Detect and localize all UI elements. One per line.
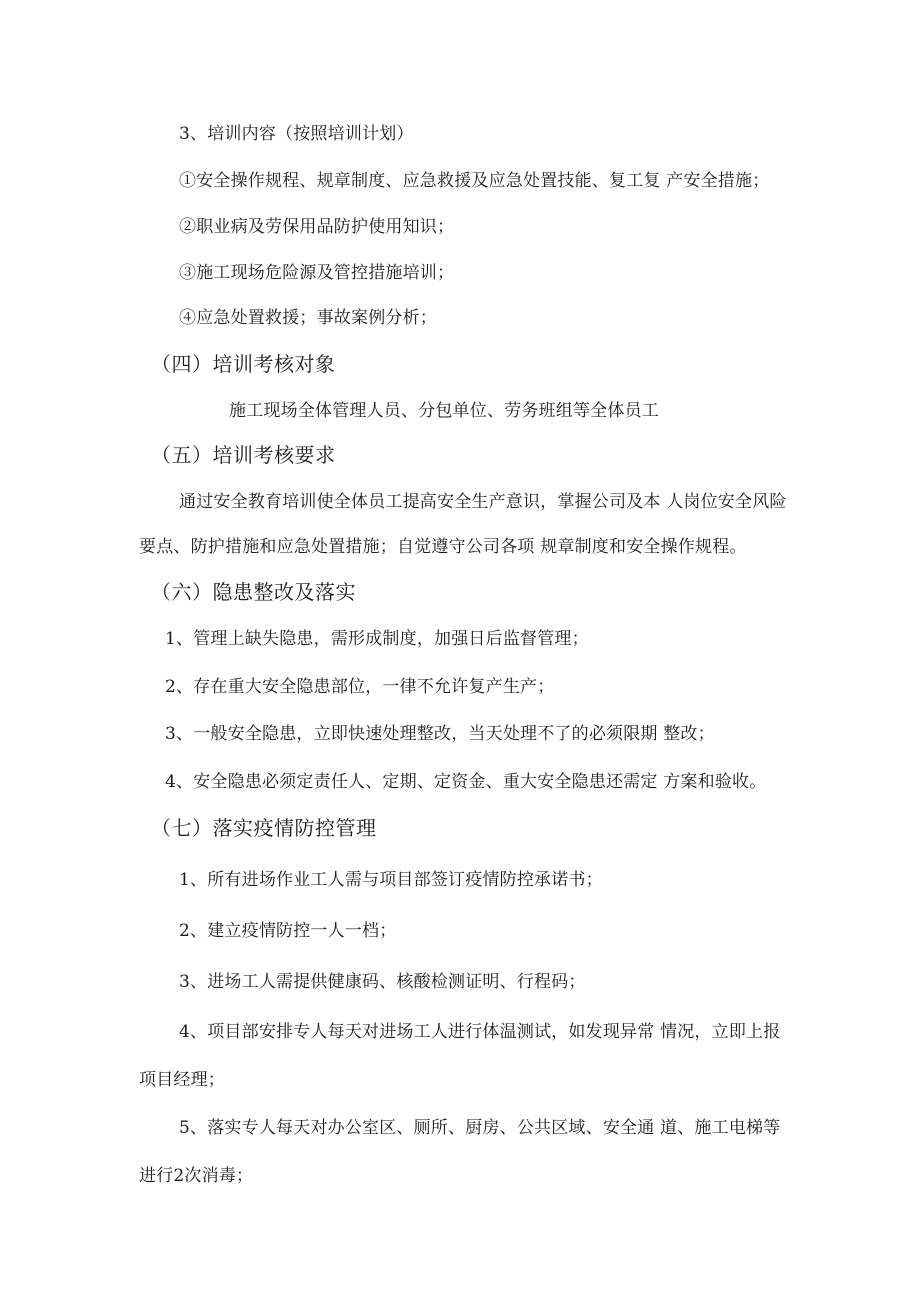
section-7-line: 进行2次消毒； [139, 1166, 254, 1186]
section-7-line: 3、进场工人需提供健康码、核酸检测证明、行程码； [179, 972, 586, 992]
training-item: ②职业病及劳保用品防护使用知识； [179, 217, 455, 237]
section-6-item: 3、一般安全隐患，立即快速处理整改，当天处理不了的必须限期 整改； [165, 724, 715, 744]
section-4-text: 施工现场全体管理人员、分包单位、劳务班组等全体员工 [229, 401, 659, 421]
section-heading-4: （四）培训考核对象 [151, 352, 336, 376]
section-6-item: 1、管理上缺失隐患，需形成制度，加强日后监督管理； [165, 629, 589, 649]
section-7-line: 2、建立疫情防控一人一档； [179, 921, 397, 941]
section-heading-5: （五）培训考核要求 [151, 443, 336, 467]
section-7-line: 4、项目部安排专人每天对进场工人进行体温测试，如发现异常 情况，立即上报 [179, 1022, 781, 1042]
section-6-item: 2、存在重大安全隐患部位，一律不允许复产生产； [165, 677, 555, 697]
section-5-line: 要点、防护措施和应急处置措施；自觉遵守公司各项 规章制度和安全操作规程。 [139, 537, 747, 557]
section-7-line: 项目经理； [139, 1070, 225, 1090]
section-5-line: 通过安全教育培训使全体员工提高安全生产意识，掌握公司及本 人岗位安全风险 [179, 492, 787, 512]
training-content-title: 3、培训内容（按照培训计划） [179, 124, 414, 144]
section-7-line: 1、所有进场作业工人需与项目部签订疫情防控承诺书； [179, 870, 603, 890]
section-6-item: 4、安全隐患必须定责任人、定期、定资金、重大安全隐患还需定 方案和验收。 [165, 772, 767, 792]
training-item: ③施工现场危险源及管控措施培训； [179, 263, 455, 283]
section-heading-6: （六）隐患整改及落实 [151, 580, 356, 604]
section-7-line: 5、落实专人每天对办公室区、厕所、厨房、公共区域、安全通 道、施工电梯等 [179, 1118, 781, 1138]
training-item: ①安全操作规程、规章制度、应急救援及应急处置技能、复工复 产安全措施； [179, 171, 770, 191]
section-heading-7: （七）落实疫情防控管理 [151, 816, 377, 840]
training-item: ④应急处置救援；事故案例分析； [179, 308, 437, 328]
